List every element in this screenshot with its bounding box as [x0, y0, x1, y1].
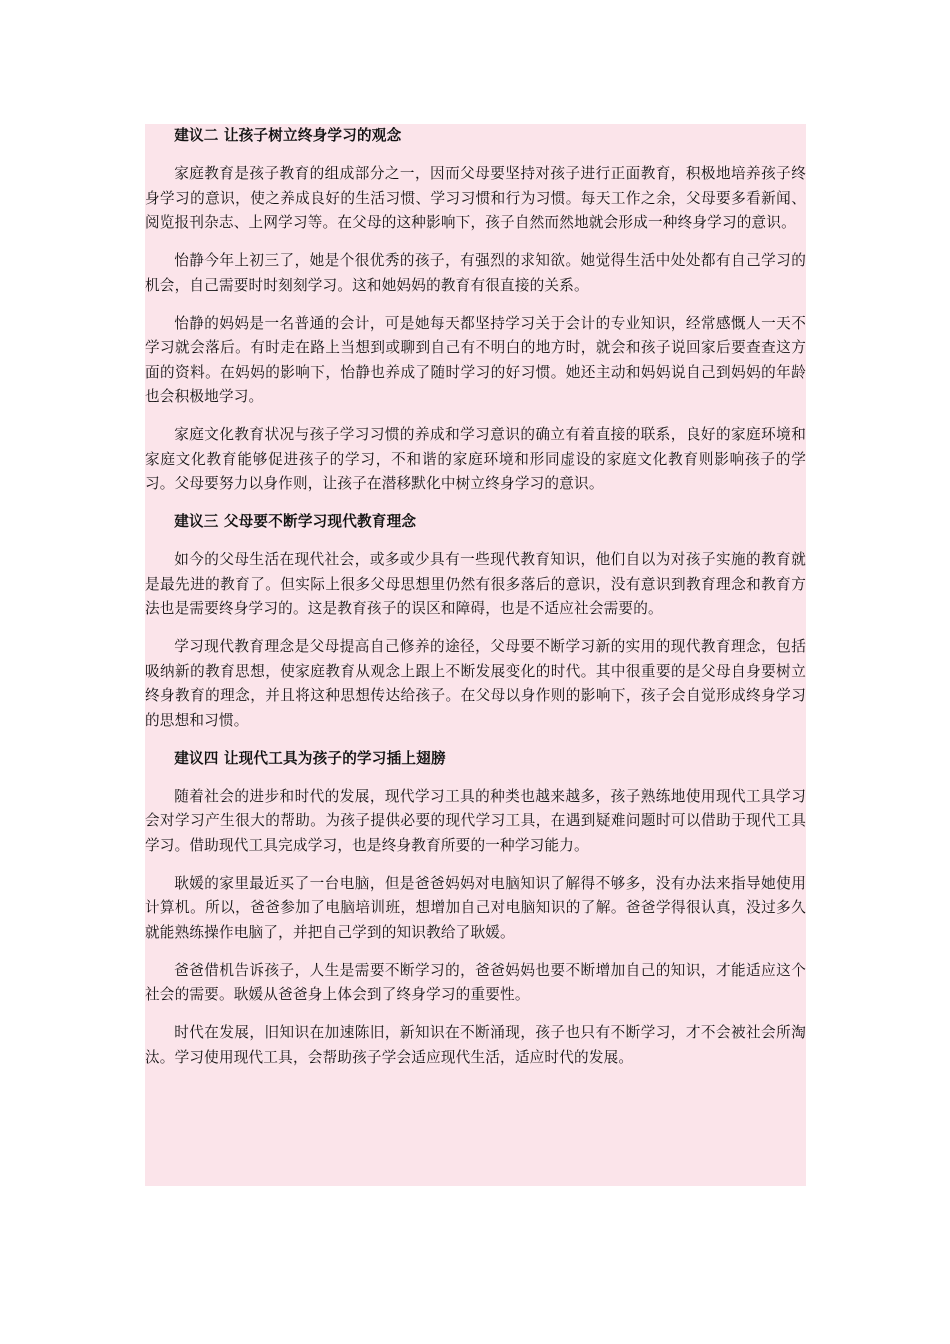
- paragraph: 家庭文化教育状况与孩子学习习惯的养成和学习意识的确立有着直接的联系，良好的家庭环境和家庭文化教育能够促进孩子的学习，不和谐的家庭环境和形同虚设的家庭文化教育则影响孩子的学习。父母要努力以身作则，让孩子在潜移默化中树立终身学习的意识。: [145, 426, 806, 492]
- paragraph: 如今的父母生活在现代社会，或多或少具有一些现代教育知识，他们自以为对孩子实施的教育就是最先进的教育了。但实际上很多父母思想里仍然有很多落后的意识，没有意识到教育理念和教育方法也是需要终身学习的。这是教育孩子的误区和障碍，也是不适应社会需要的。: [145, 551, 806, 617]
- section-heading: 建议二 让孩子树立终身学习的观念: [174, 127, 402, 144]
- paragraph: 爸爸借机告诉孩子，人生是需要不断学习的，爸爸妈妈也要不断增加自己的知识，才能适应这个社会的需要。耿媛从爸爸身上体会到了终身学习的重要性。: [145, 961, 806, 1003]
- document-body: [145, 124, 806, 1186]
- paragraph: 怡静的妈妈是一名普通的会计，可是她每天都坚持学习关于会计的专业知识，经常感慨人一天不学习就会落后。有时走在路上当想到或聊到自己有不明白的地方时，就会和孩子说回家后要查查这方面的资料。在妈妈的影响下，怡静也养成了随时学习的好习惯。她还主动和妈妈说自己到妈妈的年龄也会积极地学习。: [145, 314, 806, 405]
- paragraph: 怡静今年上初三了，她是个很优秀的孩子，有强烈的求知欲。她觉得生活中处处都有自己学习的机会，自己需要时时刻刻学习。这和她妈妈的教育有很直接的关系。: [145, 252, 806, 294]
- section-heading: 建议四 让现代工具为孩子的学习插上翅膀: [174, 749, 446, 767]
- section-heading: 建议三 父母要不断学习现代教育理念: [174, 513, 417, 530]
- paragraph: 学习现代教育理念是父母提高自己修养的途径，父母要不断学习新的实用的现代教育理念，包括吸纳新的教育思想，使家庭教育从观念上跟上不断发展变化的时代。其中很重要的是父母自身要树立终身教育的理念，并且将这种思想传达给孩子。在父母以身作则的影响下，孩子会自觉形成终身学习的思想和习惯。: [145, 638, 806, 729]
- paragraph: 家庭教育是孩子教育的组成部分之一，因而父母要坚持对孩子进行正面教育，积极地培养孩子终身学习的意识，使之养成良好的生活习惯、学习习惯和行为习惯。每天工作之余，父母要多看新闻、阅览报刊杂志、上网学习等。在父母的这种影响下，孩子自然而然地就会形成一种终身学习的意识。: [145, 165, 806, 231]
- paragraph: 随着社会的进步和时代的发展，现代学习工具的种类也越来越多，孩子熟练地使用现代工具学习会对学习产生很大的帮助。为孩子提供必要的现代学习工具，在遇到疑难问题时可以借助于现代工具学习。借助现代工具完成学习，也是终身教育所要的一种学习能力。: [145, 787, 806, 854]
- paragraph: 耿媛的家里最近买了一台电脑，但是爸爸妈妈对电脑知识了解得不够多，没有办法来指导她使用计算机。所以，爸爸参加了电脑培训班，想增加自己对电脑知识的了解。爸爸学得很认真，没过多久就能熟练操作电脑了，并把自己学到的知识教给了耿媛。: [145, 874, 806, 941]
- paragraph: 时代在发展，旧知识在加速陈旧，新知识在不断涌现，孩子也只有不断学习，才不会被社会所淘汰。学习使用现代工具，会帮助孩子学会适应现代生活，适应时代的发展。: [145, 1024, 806, 1066]
